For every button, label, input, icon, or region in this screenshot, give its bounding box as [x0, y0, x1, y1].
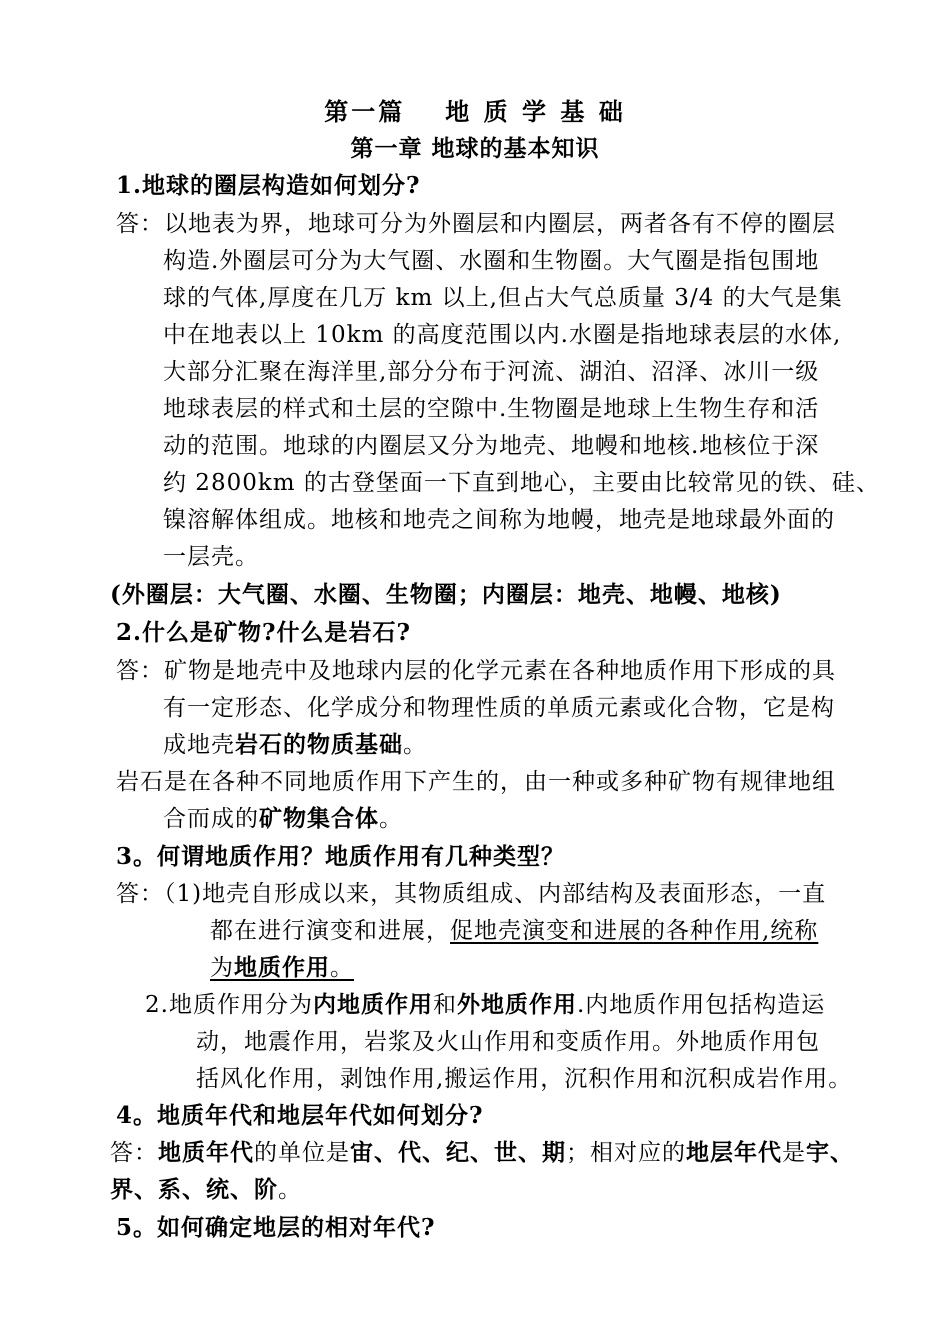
q3-answer-line [210, 916, 818, 946]
text-segment: .内地质作用包括构造运 [576, 992, 826, 1018]
q1-answer-line: 球的气体,厚度在几万 km 以上,但占大气总质量 3/4 的大气是集 [163, 285, 843, 311]
q3-answer-line [210, 953, 354, 983]
q3-answer-line [145, 990, 825, 1020]
text-segment: 是 [782, 1140, 806, 1166]
emphasis: 岩石的物质基础 [235, 731, 403, 758]
text-segment: 。 [403, 732, 427, 758]
q3-answer-line: 动，地震作用，岩浆及火山作用和变质作用。外地质作用包 [196, 1029, 820, 1055]
question-1: 1.地球的圈层构造如何划分? [116, 172, 421, 199]
question-4: 4。地质年代和地层年代如何划分? [116, 1102, 484, 1129]
text-segment: 的单位是 [254, 1140, 350, 1166]
q1-answer-line: 一层壳。 [163, 544, 259, 570]
chapter-title: 第一章 地球的基本知识 [350, 135, 600, 162]
part-title [0, 97, 950, 127]
q4-answer-line [110, 1138, 854, 1168]
emphasis: 矿物集合体 [259, 805, 379, 832]
subject-label: 地 质 学 基 础 [445, 97, 626, 126]
emphasis: 宇、 [806, 1139, 854, 1166]
q1-answer-line: 构造.外圈层可分为大气圈、水圈和生物圈。大气圈是指包围地 [163, 248, 820, 274]
emphasis: 地层年代 [686, 1139, 782, 1166]
q2-answer-line: 有一定形态、化学成分和物理性质的单质元素或化合物，它是构 [163, 695, 835, 721]
emphasis: 外地质作用 [456, 991, 577, 1018]
text-segment: 合而成的 [163, 806, 259, 832]
q2-rock-line [163, 804, 403, 834]
q1-summary: (外圈层：大气圈、水圈、生物圈；内圈层：地壳、地幔、地核) [110, 581, 782, 608]
text-segment: ；相对应的 [566, 1140, 686, 1166]
part-label: 第一篇 [324, 97, 406, 126]
emphasis: 界、系、统、阶 [110, 1176, 278, 1203]
q1-answer-line: 大部分汇聚在海洋里,部分分布于河流、湖泊、沼泽、冰川一级 [163, 359, 820, 385]
text-segment: 为 [210, 955, 234, 981]
text-segment: 。 [330, 955, 354, 981]
q2-answer-line: 答：矿物是地壳中及地球内层的化学元素在各种地质作用下形成的具 [116, 658, 836, 684]
text-segment: 。 [379, 806, 403, 832]
q1-answer-line: 动的范围。地球的内圈层又分为地壳、地幔和地核.地核位于深 [163, 433, 820, 459]
q3-answer-line: 括风化作用，剥蚀作用,搬运作用，沉积作用和沉积成岩作用。 [196, 1066, 853, 1092]
q3-answer-line: 答：（1)地壳自形成以来，其物质组成、内部结构及表面形态，一直 [116, 881, 827, 907]
text-segment: 答： [110, 1140, 158, 1166]
text-segment: 成地壳 [163, 732, 235, 758]
text-segment: 2.地质作用分为 [145, 992, 313, 1018]
text-segment: 。 [278, 1177, 302, 1203]
q4-answer-line [110, 1175, 302, 1205]
emphasis: 宙、代、纪、世、期 [350, 1139, 566, 1166]
q2-rock-line: 岩石是在各种不同地质作用下产生的，由一种或多种矿物有规律地组 [116, 769, 836, 795]
emphasis: 地质年代 [158, 1139, 254, 1166]
emphasis: 内地质作用 [312, 991, 433, 1018]
q1-answer-line: 答：以地表为界，地球可分为外圈层和内圈层，两者各有不停的圈层 [116, 211, 836, 237]
q2-answer-line [163, 730, 427, 760]
q1-answer-line: 约 2800km 的古登堡面一下直到地心，主要由比较常见的铁、硅、 [163, 470, 880, 496]
q1-answer-line: 地球表层的样式和土层的空隙中.生物圈是地球上生物生存和活 [163, 396, 820, 422]
question-3: 3。何谓地质作用？地质作用有几种类型？ [116, 843, 566, 870]
question-2: 2.什么是矿物?什么是岩石? [116, 619, 411, 646]
text-segment: 都在进行演变和进展， [210, 918, 450, 944]
q1-answer-line: 中在地表以上 10km 的高度范围以内.水圈是指地球表层的水体, [163, 322, 842, 348]
underlined-text: 促地壳演变和进展的各种作用,统称 [450, 918, 819, 944]
q1-answer-line: 镍溶解体组成。地核和地壳之间称为地幔，地壳是地球最外面的 [163, 507, 835, 533]
emphasis: 地质作用 [234, 954, 330, 981]
question-5: 5。如何确定地层的相对年代? [116, 1214, 436, 1241]
text-segment: 和 [432, 992, 457, 1018]
